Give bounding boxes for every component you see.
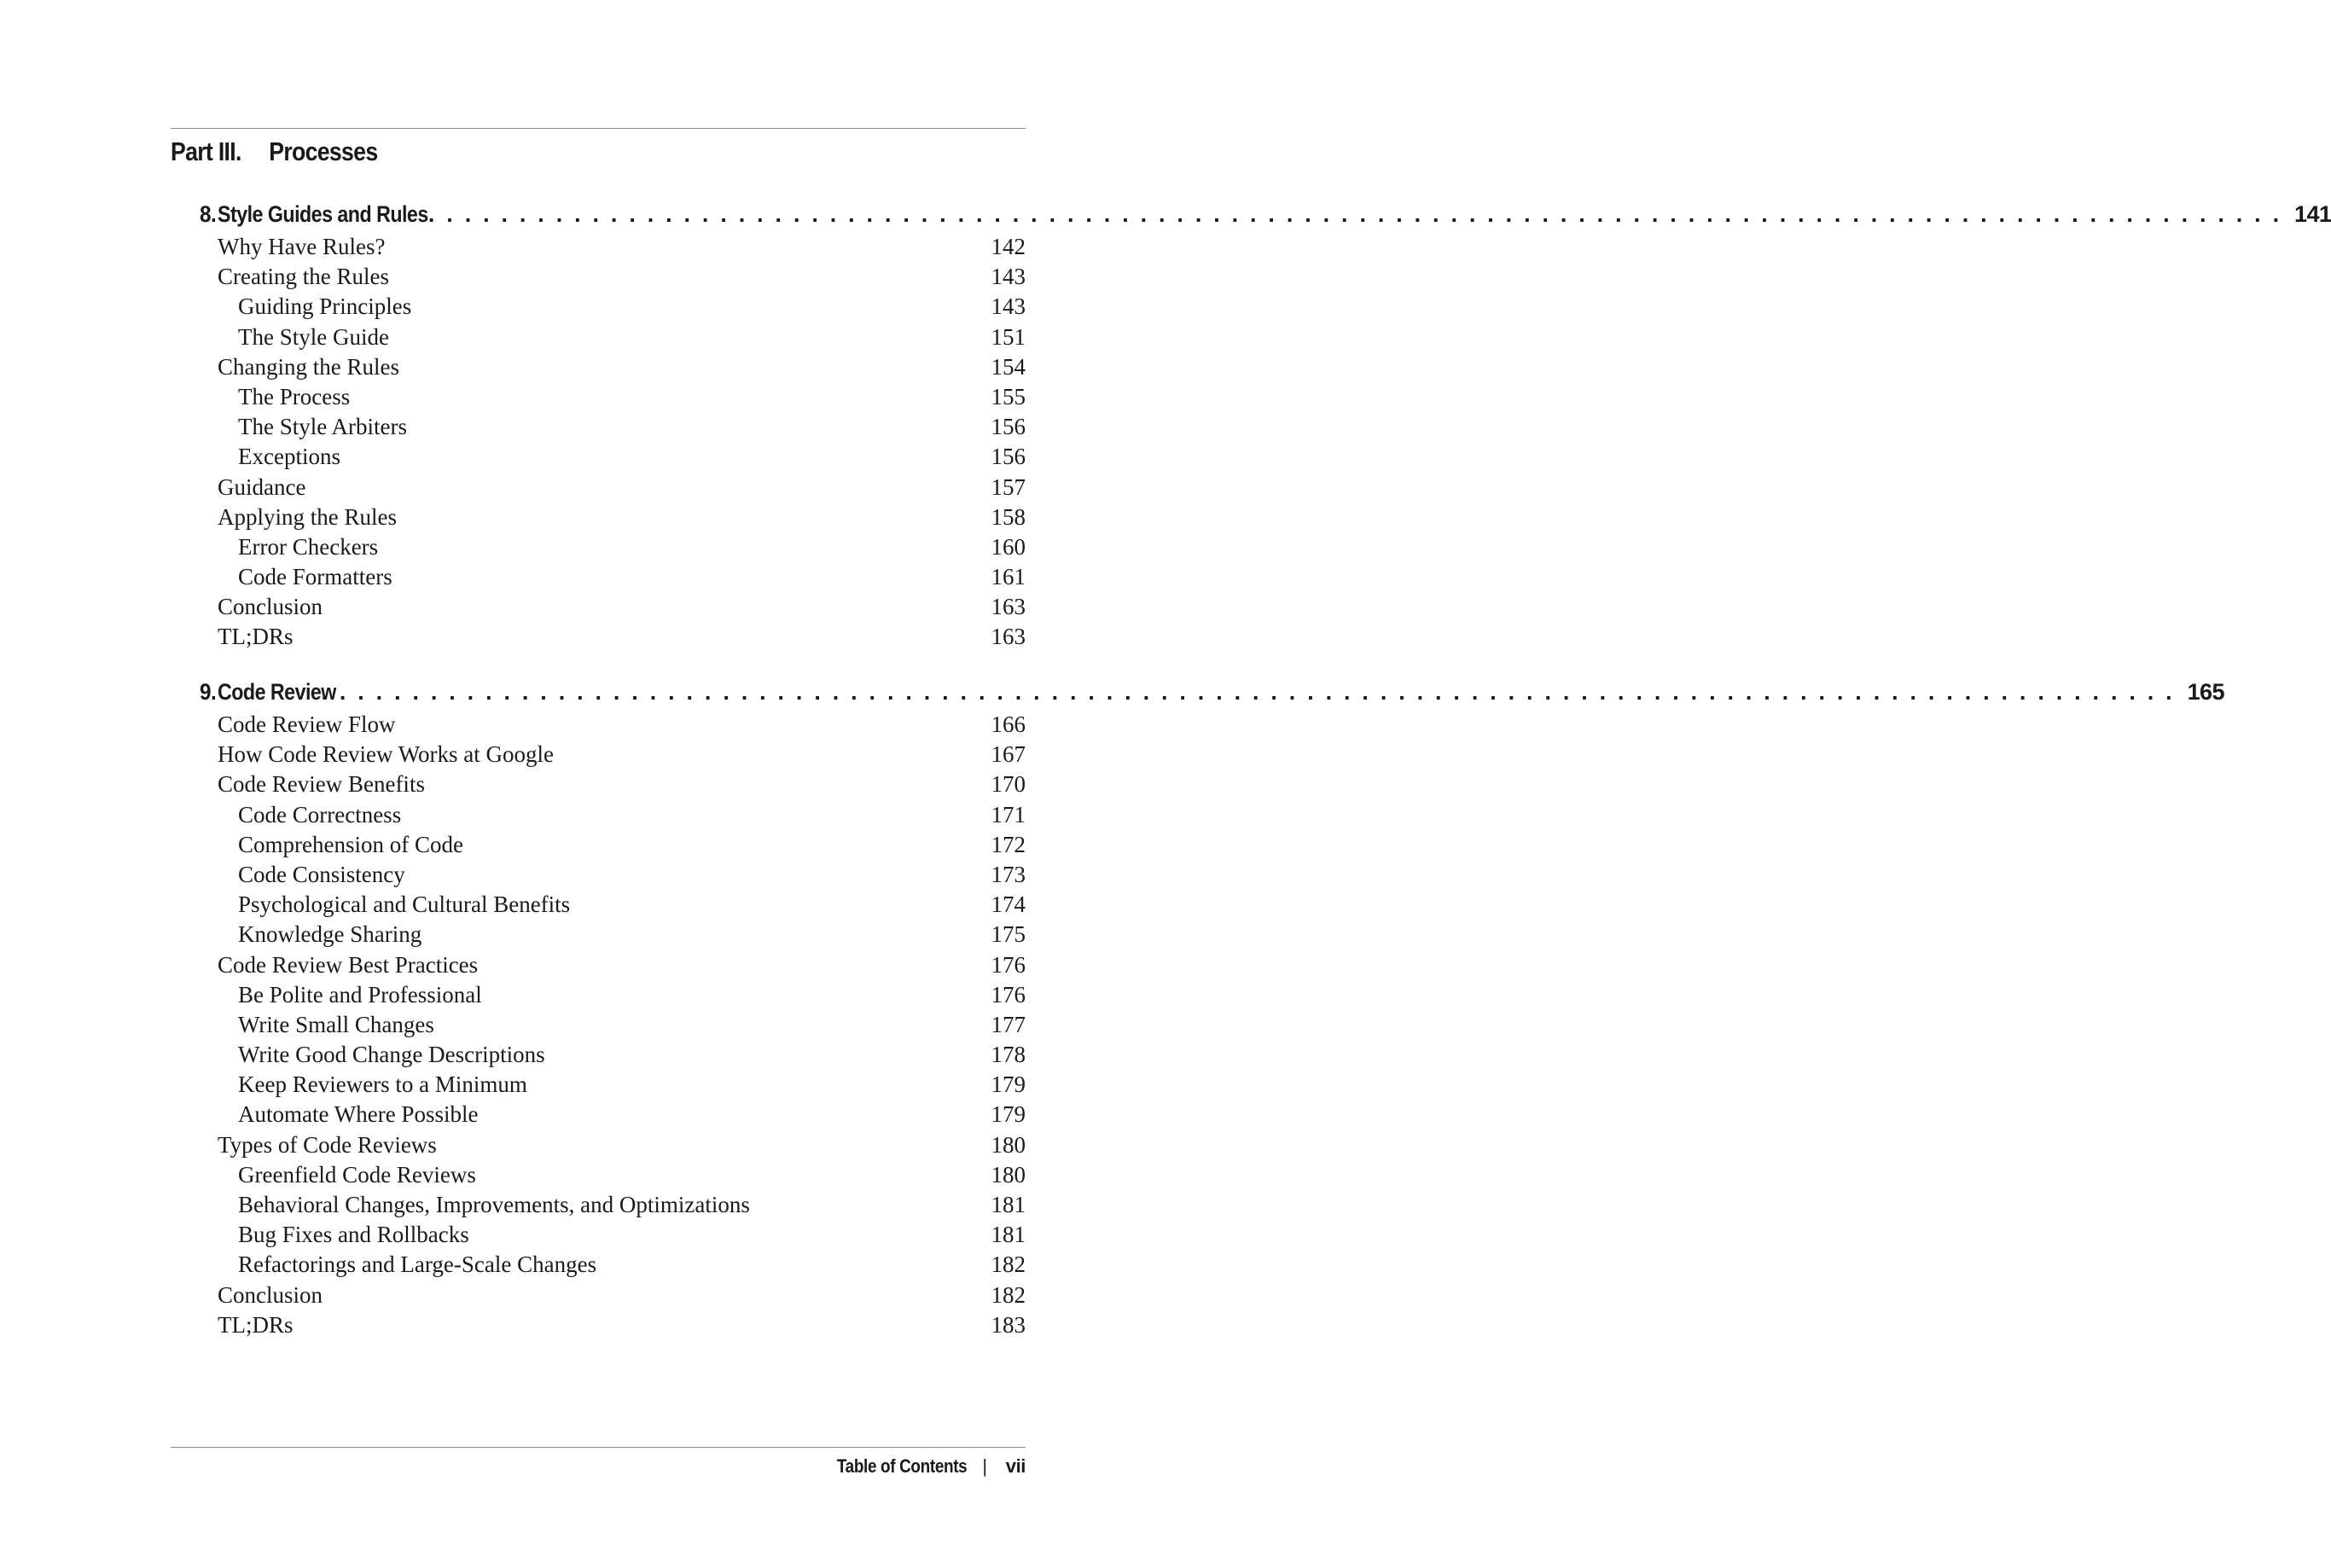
chapter-title: Code Review: [218, 679, 336, 705]
toc-subsection-entry[interactable]: [171, 1071, 1026, 1101]
entry-page-number: 179: [991, 1101, 1026, 1128]
toc-section-entry[interactable]: [171, 771, 1026, 801]
entry-page-number: 167: [991, 741, 1026, 768]
entry-title: Types of Code Reviews: [218, 1131, 437, 1158]
entry-title: Write Small Changes: [238, 1011, 434, 1037]
entry-title: Code Correctness: [238, 801, 402, 828]
entry-title: Greenfield Code Reviews: [238, 1161, 476, 1188]
entry-title: Psychological and Cultural Benefits: [238, 891, 571, 918]
entry-title: Bug Fixes and Rollbacks: [238, 1222, 469, 1248]
chapter-9: [171, 679, 2224, 1342]
entry-title: The Style Guide: [238, 323, 389, 350]
entry-page-number: 142: [991, 234, 1026, 259]
entry-page-number: 158: [991, 503, 1026, 530]
entry-title: Comprehension of Code: [238, 831, 463, 857]
toc-section-entry[interactable]: [171, 952, 1026, 982]
toc-subsection-entry[interactable]: [171, 384, 1026, 414]
entry-page-number: 170: [991, 771, 1026, 798]
entry-title: Conclusion: [218, 1281, 323, 1308]
toc-section-entry[interactable]: [171, 1132, 1026, 1162]
entry-title: Why Have Rules?: [218, 234, 386, 259]
toc-section-entry[interactable]: [171, 594, 1026, 624]
entry-title: Be Polite and Professional: [238, 981, 482, 1008]
toc-subsection-entry[interactable]: [171, 444, 1026, 473]
entry-page-number: 163: [991, 624, 1026, 650]
entry-page-number: 157: [991, 473, 1026, 500]
entry-page-number: 161: [991, 564, 1026, 590]
entry-page-number: 180: [991, 1161, 1026, 1188]
entry-page-number: 160: [991, 533, 1026, 560]
entry-title: Refactorings and Large-Scale Changes: [238, 1251, 597, 1278]
toc-subsection-entry[interactable]: [171, 832, 1026, 862]
entry-page-number: 143: [991, 293, 1026, 320]
entry-page-number: 178: [991, 1042, 1026, 1068]
entry-title: Conclusion: [218, 594, 323, 620]
toc-section-entry[interactable]: [171, 1312, 1026, 1342]
toc-subsection-entry[interactable]: [171, 862, 1026, 891]
entry-page-number: 182: [991, 1251, 1026, 1278]
entry-title: Changing the Rules: [218, 353, 399, 380]
toc-subsection-entry[interactable]: [171, 1251, 1026, 1281]
dot-leader: . . . . . . . . . . . . . . . . . . . . . . . . . . . . . . . . . . . . . . . . . . . . . . . . . . . . . . . . . . . . . . . . . . . . . . . . . . . . . . . . . . . . . . . . . . . . . . . . . . . . . .: [427, 201, 2282, 227]
entry-title: Code Review Benefits: [218, 771, 425, 798]
entry-page-number: 176: [991, 981, 1026, 1008]
entry-title: Code Review Flow: [218, 711, 396, 737]
toc-subsection-entry[interactable]: [171, 1042, 1026, 1071]
entry-title: Guidance: [218, 473, 306, 500]
entry-page-number: 180: [991, 1131, 1026, 1158]
chapter-number: 9.: [200, 679, 217, 705]
toc-section-entry[interactable]: [171, 234, 1026, 264]
toc-section-entry[interactable]: [171, 474, 1026, 504]
chapter-page-number: 141: [2282, 201, 2331, 228]
chapter-heading[interactable]: [171, 679, 2224, 711]
toc-subsection-entry[interactable]: [171, 564, 1026, 594]
entry-title: Code Consistency: [238, 861, 405, 887]
entry-page-number: 172: [991, 831, 1026, 857]
chapter-heading[interactable]: [171, 201, 2331, 234]
toc-subsection-entry[interactable]: [171, 414, 1026, 444]
toc-section-entry[interactable]: [171, 711, 1026, 741]
toc-section-entry[interactable]: [171, 624, 1026, 653]
chapter-number: 8.: [200, 201, 217, 227]
toc-subsection-entry[interactable]: [171, 982, 1026, 1012]
toc-subsection-entry[interactable]: [171, 293, 1026, 323]
entry-page-number: 143: [991, 264, 1026, 290]
chapter-title: Style Guides and Rules: [218, 201, 428, 227]
entry-page-number: 177: [991, 1011, 1026, 1037]
entry-title: Error Checkers: [238, 533, 379, 560]
entry-page-number: 174: [991, 891, 1026, 918]
section-list: [171, 711, 1026, 1342]
entry-title: Code Formatters: [238, 564, 392, 590]
entry-page-number: 166: [991, 711, 1026, 737]
toc-subsection-entry[interactable]: [171, 802, 1026, 832]
toc-subsection-entry[interactable]: [171, 1101, 1026, 1131]
toc-section-entry[interactable]: [171, 354, 1026, 384]
toc-subsection-entry[interactable]: [171, 1192, 1026, 1222]
entry-title: TL;DRs: [218, 1311, 294, 1338]
entry-title: Knowledge Sharing: [238, 921, 422, 948]
entry-page-number: 156: [991, 414, 1026, 440]
page-footer: [816, 1455, 1026, 1483]
dot-leader: . . . . . . . . . . . . . . . . . . . . . . . . . . . . . . . . . . . . . . . . . . . . . . . . . . . . . . . . . . . . . . . . . . . . . . . . . . . . . . . . . . . . . . . . . . . . . . . . . . . . . .: [321, 679, 2175, 705]
top-divider: [171, 128, 1026, 129]
toc-section-entry[interactable]: [171, 504, 1026, 534]
toc-subsection-entry[interactable]: [171, 534, 1026, 564]
footer-page-number: vii: [1005, 1455, 1026, 1477]
entry-title: Creating the Rules: [218, 264, 389, 290]
entry-page-number: 179: [991, 1071, 1026, 1098]
entry-title: Applying the Rules: [218, 503, 397, 530]
part-label: Part III.: [171, 136, 241, 166]
entry-page-number: 156: [991, 444, 1026, 470]
toc-subsection-entry[interactable]: [171, 1162, 1026, 1192]
toc-subsection-entry[interactable]: [171, 324, 1026, 354]
entry-page-number: 155: [991, 383, 1026, 409]
entry-title: Exceptions: [238, 444, 340, 470]
entry-title: Keep Reviewers to a Minimum: [238, 1071, 527, 1098]
toc-page: [171, 0, 2331, 1568]
entry-page-number: 154: [991, 353, 1026, 380]
entry-title: Behavioral Changes, Improvements, and Optimizations: [238, 1192, 750, 1217]
entry-page-number: 183: [991, 1311, 1026, 1338]
footer-title: Table of Contents: [836, 1455, 968, 1477]
entry-page-number: 173: [991, 861, 1026, 887]
entry-title: The Process: [238, 383, 351, 409]
entry-page-number: 181: [991, 1222, 1026, 1248]
entry-page-number: 175: [991, 921, 1026, 948]
entry-title: Guiding Principles: [238, 293, 412, 320]
section-list: [171, 234, 1026, 654]
entry-page-number: 182: [991, 1281, 1026, 1308]
toc-section-entry[interactable]: [171, 264, 1026, 293]
toc-subsection-entry[interactable]: [171, 891, 1026, 921]
part-heading: [171, 136, 377, 174]
footer-separator: |: [982, 1455, 987, 1477]
bottom-divider: [171, 1447, 1026, 1448]
entry-title: Code Review Best Practices: [218, 951, 479, 978]
entry-page-number: 181: [991, 1192, 1026, 1217]
entry-title: The Style Arbiters: [238, 414, 407, 440]
toc-subsection-entry[interactable]: [171, 1222, 1026, 1251]
entry-page-number: 171: [991, 801, 1026, 828]
entry-title: How Code Review Works at Google: [218, 741, 555, 768]
entry-page-number: 163: [991, 594, 1026, 620]
toc-section-entry[interactable]: [171, 741, 1026, 771]
part-title: Processes: [269, 136, 378, 166]
entry-title: Write Good Change Descriptions: [238, 1042, 545, 1068]
toc-subsection-entry[interactable]: [171, 1012, 1026, 1042]
toc-section-entry[interactable]: [171, 1282, 1026, 1312]
chapter-8: [171, 201, 2331, 654]
entry-page-number: 176: [991, 951, 1026, 978]
entry-title: TL;DRs: [218, 624, 294, 650]
toc-subsection-entry[interactable]: [171, 921, 1026, 951]
entry-page-number: 151: [991, 323, 1026, 350]
chapter-page-number: 165: [2175, 679, 2224, 706]
entry-title: Automate Where Possible: [238, 1101, 479, 1128]
